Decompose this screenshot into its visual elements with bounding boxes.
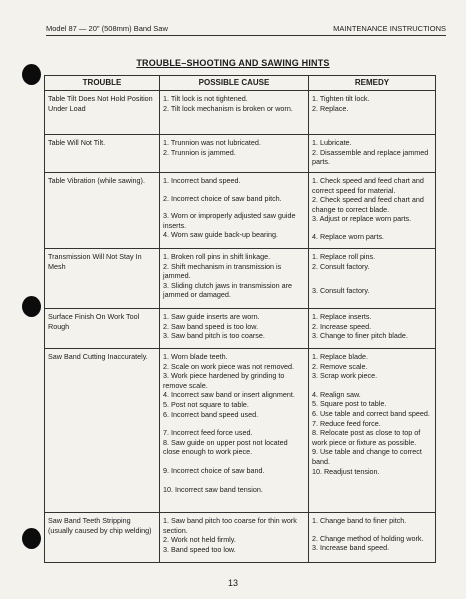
table-row (45, 349, 436, 513)
remedy-item: 2. Disassemble and replace jammed parts. (312, 147, 429, 167)
remedy-item: 3. Scrap work piece. (312, 371, 378, 381)
trouble-cell: Saw Band Teeth Stripping (usually caused by chip welding) (45, 513, 160, 563)
trouble-cell: Table Will Not Tilt. (45, 135, 160, 173)
table-row (45, 135, 436, 173)
remedy-item: 1. Tighten tilt lock. (312, 94, 370, 103)
cause-item: 6. Incorrect band speed used. (163, 409, 259, 419)
cause-item: 7. Incorrect feed force used. (163, 428, 253, 438)
table-row (45, 309, 436, 349)
remedy-cell (309, 135, 436, 173)
cause-item: 2. Saw band speed is too low. (163, 321, 259, 331)
cause-item: 5. Post not square to table. (163, 399, 249, 409)
cause-item: 2. Scale on work piece was not removed. (163, 361, 295, 371)
table-row (45, 249, 436, 309)
col-header-remedy: REMEDY (309, 76, 436, 91)
remedy-item: 4. Replace worn parts. (312, 231, 384, 241)
cause-item: 1. Incorrect band speed. (163, 176, 241, 185)
cause-item: 10. Incorrect saw band tension. (163, 484, 263, 494)
remedy-item: 1. Replace roll pins. (312, 252, 376, 261)
cause-item: 8. Saw guide on upper post not located close enough to work piece. (163, 437, 288, 457)
remedy-item: 6. Use table and correct band speed. (312, 408, 430, 418)
cause-item: 3. Sliding clutch jaws in transmission are jammed or damaged. (163, 280, 293, 300)
cause-item: 1. Saw guide inserts are worn. (163, 312, 260, 321)
cause-cell (160, 173, 309, 249)
remedy-item: 3. Increase band speed. (312, 543, 390, 553)
binder-hole-middle (22, 296, 41, 317)
remedy-item: 2. Replace. (312, 103, 349, 113)
table-row (45, 513, 436, 563)
remedy-item: 2. Remove scale. (312, 361, 368, 371)
remedy-cell (309, 349, 436, 513)
remedy-item: 4. Realign saw. (312, 389, 361, 399)
remedy-item: 2. Increase speed. (312, 321, 372, 331)
cause-cell (160, 349, 309, 513)
cause-item: 1. Saw band pitch too coarse for thin work section. (163, 516, 297, 535)
trouble-cell: Saw Band Cutting Inaccurately. (45, 349, 160, 513)
cause-item: 9. Incorrect choice of saw band. (163, 465, 265, 475)
remedy-item: 2. Change method of holding work. (312, 533, 424, 543)
col-header-trouble: TROUBLE (45, 76, 160, 91)
remedy-item: 10. Readjust tension. (312, 466, 380, 476)
remedy-item: 1. Replace inserts. (312, 312, 372, 321)
remedy-item: 1. Change band to finer pitch. (312, 516, 407, 525)
remedy-item: 7. Reduce feed force. (312, 418, 381, 428)
cause-cell (160, 249, 309, 309)
cause-item: 1. Worn blade teeth. (163, 352, 228, 361)
remedy-item: 9. Use table and change to correct band. (312, 447, 422, 466)
troubleshooting-table (44, 75, 436, 563)
remedy-cell (309, 91, 436, 135)
page-title: TROUBLE–SHOOTING AND SAWING HINTS (136, 58, 330, 68)
remedy-item: 1. Lubricate. (312, 138, 352, 147)
header-model: Model 87 — 20" (508mm) Band Saw (46, 24, 168, 33)
remedy-item: 2. Check speed and feed chart and change to correct blade. (312, 195, 424, 214)
header-section: MAINTENANCE INSTRUCTIONS (333, 24, 446, 33)
remedy-cell (309, 309, 436, 349)
page-number: 13 (227, 578, 238, 588)
cause-item: 2. Work not held firmly. (163, 535, 236, 545)
remedy-item: 3. Adjust or replace worn parts. (312, 214, 412, 224)
remedy-cell (309, 249, 436, 309)
remedy-cell (309, 173, 436, 249)
remedy-cell (309, 513, 436, 563)
cause-cell (160, 309, 309, 349)
cause-cell (160, 135, 309, 173)
cause-cell (160, 513, 309, 563)
cause-item: 2. Tilt lock mechanism is broken or worn. (163, 103, 293, 113)
cause-item: 3. Work piece hardened by grinding to remove scale. (163, 371, 285, 390)
cause-item: 3. Band speed too low. (163, 544, 236, 554)
cause-item: 4. Worn saw guide back-up bearing. (163, 230, 278, 240)
remedy-item: 8. Relocate post as close to top of work piece or fixture as possible. (312, 428, 421, 447)
trouble-cell: Table Tilt Does Not Hold Position Under Load (45, 91, 160, 135)
cause-cell (160, 91, 309, 135)
table-row (45, 173, 436, 249)
table-row (45, 91, 436, 135)
remedy-item: 1. Replace blade. (312, 352, 368, 361)
trouble-cell: Table Vibration (while sawing). (45, 173, 160, 249)
trouble-cell: Surface Finish On Work Tool Rough (45, 309, 160, 349)
cause-item: 2. Shift mechanism in transmission is jammed. (163, 261, 282, 281)
col-header-possible-cause: POSSIBLE CAUSE (160, 76, 309, 91)
running-header (46, 24, 446, 36)
cause-item: 1. Broken roll pins in shift linkage. (163, 252, 271, 261)
remedy-item: 5. Square post to table. (312, 399, 387, 409)
cause-item: 3. Worn or improperly adjusted saw guide inserts. (163, 211, 296, 230)
cause-item: 2. Trunnion is jammed. (163, 147, 236, 157)
binder-hole-bottom (22, 528, 41, 549)
cause-item: 4. Incorrect saw band or insert alignment. (163, 390, 295, 400)
cause-item: 2. Incorrect choice of saw band pitch. (163, 193, 282, 203)
remedy-item: 1. Check speed and feed chart and correct speed for material. (312, 176, 424, 195)
cause-item: 3. Saw band pitch is too coarse. (163, 331, 265, 341)
remedy-item: 3. Consult factory. (312, 286, 370, 296)
table-header-row (45, 76, 436, 91)
cause-item: 1. Tilt lock is not tightened. (163, 94, 248, 103)
trouble-cell: Transmission Will Not Stay In Mesh (45, 249, 160, 309)
remedy-item: 2. Consult factory. (312, 261, 370, 271)
cause-item: 1. Trunnion was not lubricated. (163, 138, 261, 147)
remedy-item: 3. Change to finer pitch blade. (312, 331, 408, 341)
